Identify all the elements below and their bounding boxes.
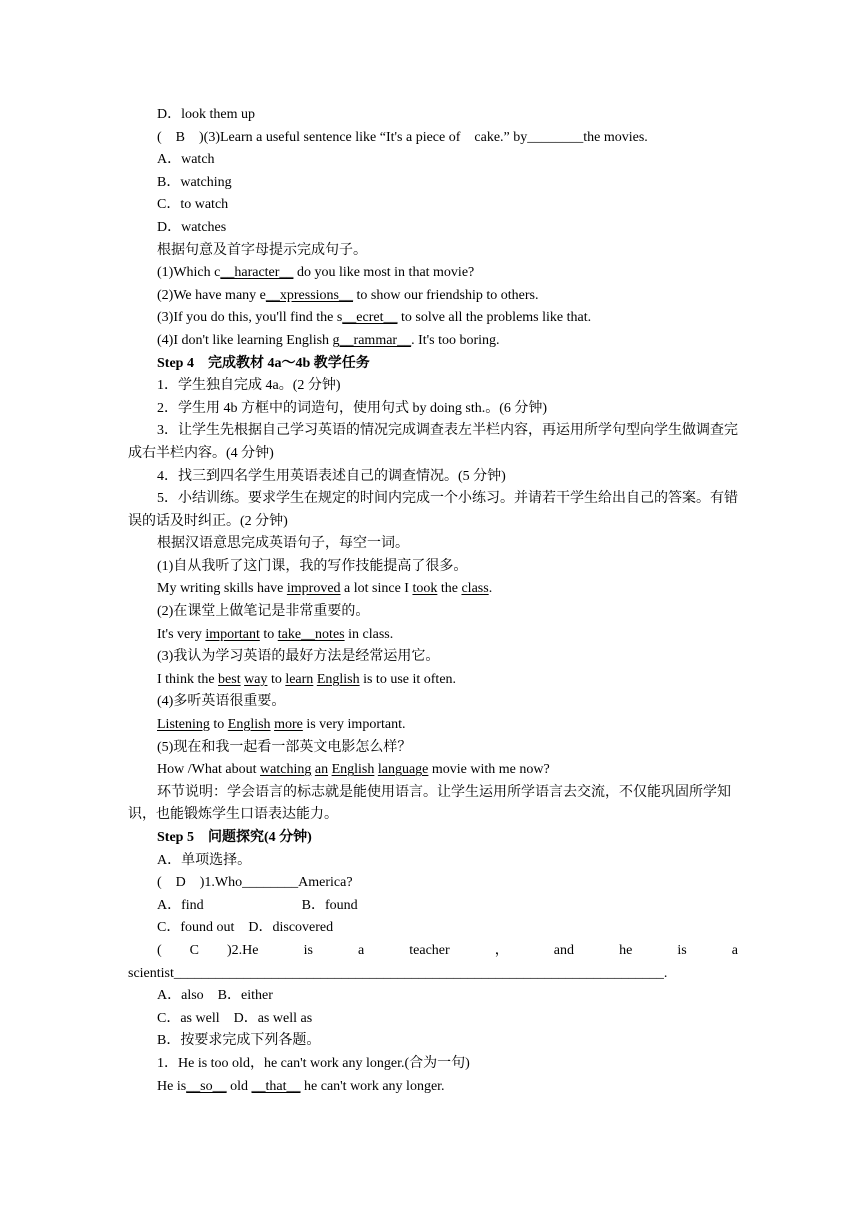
text: How /What about <box>157 762 261 778</box>
option-d: D．look them up <box>157 107 255 122</box>
text: ， <box>494 942 509 958</box>
options-ab: A．also B．either <box>157 988 273 1004</box>
text: (4)I don't like learning English g <box>157 332 340 348</box>
section-instruction: 根据句意及首字母提示完成句子。 <box>157 242 367 258</box>
text: (3)If you do this, you'll find the s <box>157 310 343 326</box>
task-5: 5．小结训练。要求学生在规定的时间内完成一个小练习。并请若干学生给出自己的答案。有错误的话及时纠正。(2 分钟) <box>128 491 738 529</box>
answer: __so__ <box>186 1078 227 1094</box>
task-4: 4．找三到四名学生用英语表述自己的调查情况。(5 分钟) <box>157 468 506 484</box>
text: It's very <box>157 626 206 642</box>
answer-sentence-5 <box>128 759 738 782</box>
answer: __ecret__ <box>342 310 398 326</box>
answer: best <box>218 671 241 687</box>
text: to show our friendship to others. <box>353 287 539 303</box>
document-page <box>128 104 738 1098</box>
options-cd: C．as well D．as well as <box>157 1010 313 1026</box>
option-a: A．watch <box>157 152 215 168</box>
text: a lot since I <box>340 581 413 597</box>
options-ab: A．find B．found <box>157 897 358 913</box>
answer-sentence-2 <box>128 624 738 647</box>
text: to solve all the problems like that. <box>397 310 592 326</box>
answer: __rammar__ <box>339 332 412 348</box>
text: teacher <box>409 942 450 958</box>
answer-sentence-4 <box>128 714 738 737</box>
text: . <box>488 581 493 597</box>
text: a <box>731 942 738 958</box>
text: he <box>619 942 633 958</box>
answer: took <box>412 581 438 597</box>
answer: take__notes <box>277 626 345 642</box>
question-2-continued: scientist______________________________________________________________________. <box>128 965 668 981</box>
text: to <box>209 717 228 733</box>
answer-sentence-1 <box>128 578 738 601</box>
exercise-1: 1．He is too old，he can't work any longer.(合为一句) <box>157 1055 470 1071</box>
text: to <box>259 626 278 642</box>
text: and <box>553 942 575 958</box>
sentence-4 <box>128 330 738 353</box>
text: (2)We have many e <box>157 287 266 303</box>
sentence-1 <box>128 262 738 285</box>
answer: __xpressions__ <box>265 287 354 303</box>
text: My writing skills have <box>157 581 287 597</box>
sentence-2 <box>128 285 738 308</box>
text: to <box>267 671 286 687</box>
answer: English <box>316 671 360 687</box>
question-1: ( D )1.Who________America? <box>157 875 353 891</box>
chinese-prompt-1: (1)自从我听了这门课，我的写作技能提高了很多。 <box>157 558 468 574</box>
answer: language <box>377 762 429 778</box>
text: the <box>437 581 462 597</box>
answer: important <box>205 626 260 642</box>
option-c: C．to watch <box>157 197 229 213</box>
text: (1)Which c <box>157 265 221 281</box>
answer: watching <box>260 762 312 778</box>
text: he can't work any longer. <box>300 1078 445 1094</box>
answer: improved <box>286 581 341 597</box>
answer: English <box>331 762 375 778</box>
text: I think the <box>157 671 219 687</box>
text: is very important. <box>302 717 406 733</box>
answer: __that__ <box>251 1078 301 1094</box>
options-cd: C．found out D．discovered <box>157 920 334 936</box>
chinese-prompt-4: (4)多听英语很重要。 <box>157 694 286 710</box>
exercise-1-answer <box>128 1076 738 1099</box>
chinese-prompt-2: (2)在课堂上做笔记是非常重要的。 <box>157 604 370 620</box>
text: is to use it often. <box>359 671 457 687</box>
section-instruction: 根据汉语意思完成英语句子，每空一词。 <box>157 536 409 552</box>
chinese-prompt-5: (5)现在和我一起看一部英文电影怎么样？ <box>157 739 412 755</box>
text: ( C )2.He <box>157 942 259 958</box>
answer-sentence-3 <box>128 669 738 692</box>
section-note: 环节说明：学会语言的标志就是能使用语言。让学生运用所学语言去交流，不仅能巩固所学知识，也能锻炼学生口语表达能力。 <box>128 784 731 823</box>
task-2: 2．学生用 4b 方框中的词造句，使用句式 by doing sth.。(6 分钟) <box>157 400 548 416</box>
question-3: ( B )(3)Learn a useful sentence like “It's a piece of cake.” by________the movies. <box>157 129 648 145</box>
sentence-3 <box>128 307 738 330</box>
answer: an <box>314 762 329 778</box>
text: is <box>303 942 313 958</box>
option-b: B．watching <box>157 174 232 190</box>
step-5-heading: Step 5 问题探究(4 分钟) <box>157 830 312 845</box>
answer: more <box>274 717 303 733</box>
text: old <box>226 1078 252 1094</box>
text: a <box>357 942 365 958</box>
answer: Listening <box>157 717 210 733</box>
text: do you like most in that movie? <box>293 265 475 281</box>
answer: way <box>244 671 268 687</box>
step-4-heading: Step 4 完成教材 4a～4b 教学任务 <box>157 355 370 371</box>
answer: learn <box>285 671 314 687</box>
text: . It's too boring. <box>411 332 500 348</box>
option-d: D．watches <box>157 219 227 235</box>
text: in class. <box>344 626 394 642</box>
text: is <box>677 942 687 958</box>
part-a-heading: A．单项选择。 <box>157 852 252 868</box>
question-2 <box>128 940 738 963</box>
answer: class <box>461 581 489 597</box>
task-1: 1．学生独自完成 4a。(2 分钟) <box>157 378 341 394</box>
text: He is <box>157 1078 187 1094</box>
text: movie with me now? <box>428 762 550 778</box>
chinese-prompt-3: (3)我认为学习英语的最好方法是经常运用它。 <box>157 649 440 665</box>
task-3: 3．让学生先根据自己学习英语的情况完成调查表左半栏内容，再运用所学句型向学生做调查完成右半栏内容。(4 分钟) <box>128 423 738 461</box>
answer: English <box>227 717 271 733</box>
part-b-heading: B．按要求完成下列各题。 <box>157 1033 321 1049</box>
answer: __haracter__ <box>220 265 294 281</box>
